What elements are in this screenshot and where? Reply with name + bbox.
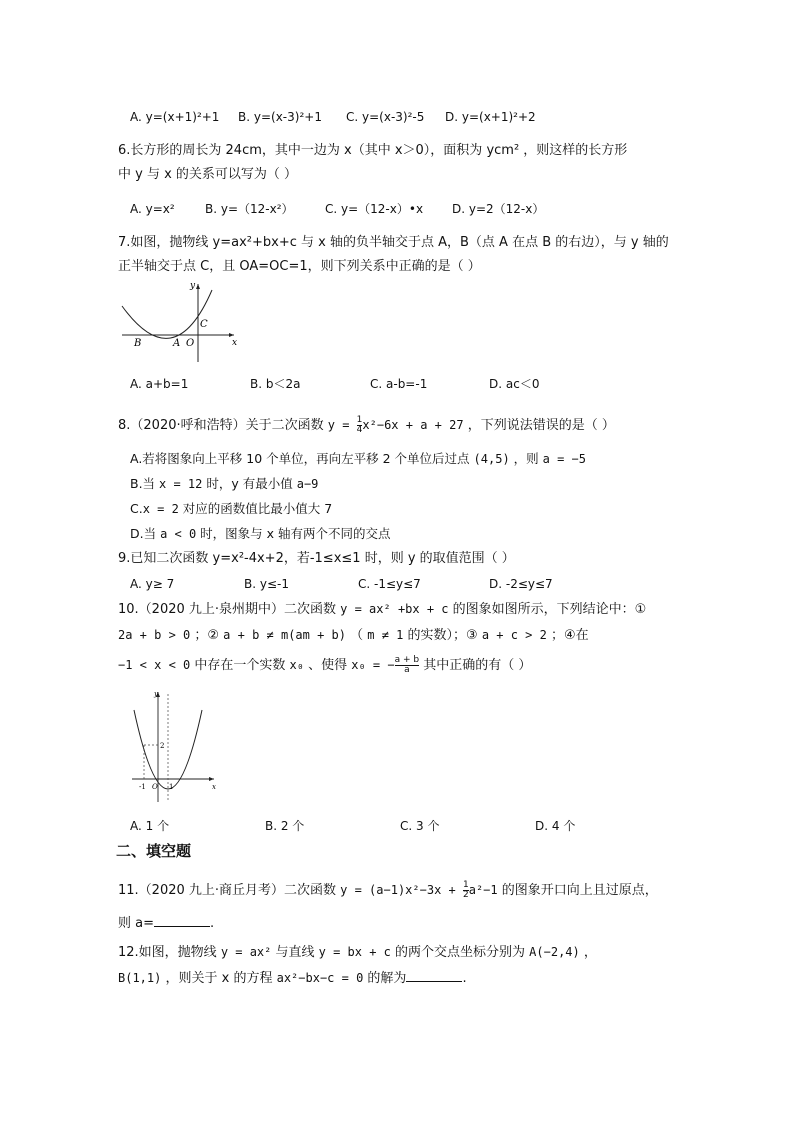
q8-option-c-pre: C. (130, 501, 143, 516)
q10-label-o: O (152, 783, 158, 791)
q12-stem-line2 (118, 969, 467, 988)
q10-stem-end: 其中正确的有（ ） (419, 658, 532, 673)
q11-fraction-den: 2 (462, 890, 469, 900)
q10-label-y: y (154, 690, 158, 698)
q8-option-b (130, 475, 318, 493)
q7-x-arrow-icon (229, 333, 234, 337)
q10-cond-range: −1 < x < 0 (118, 658, 191, 672)
q12-point-b: B(1,1) (118, 971, 162, 985)
q12-parabola-formula: y = ax² (220, 945, 272, 959)
q10-sep-3: 的实数）；③ (403, 628, 482, 643)
q11-stem-prefix: 11.（2020 九上·商丘月考）二次函数 (118, 883, 341, 898)
q7-stem-line1: 7.如图，抛物线 y=ax²+bx+c 与 x 轴的负半轴交于点 A，B（点 A 在点 B 的右边），与 y 轴的 (118, 235, 669, 250)
q7-option-b: B. b＜2a (250, 377, 301, 391)
q7-option-a: A. a+b=1 (130, 377, 189, 391)
q7-label-x: x (232, 338, 238, 348)
q10-stem-line1 (118, 600, 646, 619)
q12-stem-line1 (118, 943, 597, 962)
q8-option-c-x: x = 2 (142, 502, 179, 516)
q12-answer-blank[interactable] (406, 969, 462, 982)
q9-option-a: A. y≥ 7 (130, 577, 175, 591)
q6-option-d: D. y=2（12-x） (452, 202, 545, 216)
q8-option-d-x: a < 0 (160, 527, 197, 541)
section-title: 二、填空题 (116, 842, 192, 860)
q6-option-a: A. y=x² (130, 202, 175, 216)
q7-label-y: y (190, 281, 196, 291)
q8-option-a-mid: ，则 (509, 451, 543, 466)
q7-stem-line2: 正半轴交于点 C，且 OA=OC=1，则下列关系中正确的是（ ） (118, 259, 481, 274)
q11-stem-line1 (118, 881, 658, 900)
q7-option-d: D. ac＜0 (489, 377, 540, 391)
q7-label-o: O (186, 338, 195, 349)
q5-option-a: A. y=(x+1)²+1 (130, 110, 220, 124)
q10-fraction-den: a (404, 665, 410, 675)
q7-option-c: C. a-b=-1 (370, 377, 428, 391)
q5-option-b: B. y=(x-3)²+1 (238, 110, 322, 124)
q8-option-a (130, 450, 586, 468)
q11-period: . (210, 916, 215, 931)
q10-sep-4: ；④在 (546, 628, 589, 643)
q7-figure (116, 278, 246, 368)
q10-cond-3: a + c > 2 (481, 628, 547, 642)
q8-option-a-point: (4,5) (473, 452, 510, 466)
q10-sep-1: ；② (190, 628, 224, 643)
q8-option-b-pre: B.当 (130, 476, 160, 491)
q10-cond-1: 2a + b > 0 (118, 628, 191, 642)
q10-cond-2: a + b ≠ m(am + b) (223, 628, 346, 642)
q10-stem-line3 (118, 656, 531, 675)
q5-option-d: D. y=(x+1)²+2 (445, 110, 536, 124)
q10-sep-2: （ (346, 628, 368, 643)
q8-formula-pre: y = (327, 418, 357, 432)
q10-formula: y = ax² +bx + c (340, 602, 449, 616)
q8-option-d-pre: D.当 (130, 526, 161, 541)
q8-stem-suffix: ，下列说法错误的是（ ） (463, 418, 615, 433)
q11-formula-part2: a²−1 (468, 883, 498, 897)
q12-comma: ， (579, 945, 597, 960)
q10-option-b: B. 2 个 (265, 819, 305, 833)
q5-option-c: C. y=(x-3)²-5 (346, 110, 425, 124)
q12-text-equation: ，则关于 x 的方程 (161, 971, 277, 986)
q7-label-b: B (134, 338, 142, 349)
q6-option-c: C. y=（12-x）•x (325, 202, 424, 216)
q10-x0: x₀ (289, 658, 304, 672)
q10-stem-line2 (118, 626, 589, 645)
q11-answer-label: 则 a= (118, 916, 154, 931)
q8-formula-post: x²−6x + a + 27 (362, 418, 464, 432)
q8-option-d-post: 时，图象与 x 轴有两个不同的交点 (196, 526, 391, 541)
q10-label-1: 1 (169, 783, 174, 791)
q11-stem-post: 的图象开口向上且过原点， (497, 883, 658, 898)
q8-stem (118, 416, 615, 435)
q7-label-c: C (200, 319, 208, 330)
q12-line-formula: y = bx + c (318, 945, 391, 959)
q11-formula-part1: y = (a−1)x²−3x + (340, 883, 463, 897)
q8-option-c-post: 对应的函数值比最小值大 7 (178, 501, 333, 516)
q12-equation: ax²−bx−c = 0 (276, 971, 364, 985)
q8-fraction-den: 4 (356, 425, 363, 435)
q6-stem-line1: 6.长方形的周长为 24cm，其中一边为 x（其中 x＞0），面积为 ycm² ，则这样的长方形 (118, 143, 628, 158)
q8-option-b-post: 时，y 有最小值 (202, 476, 297, 491)
q12-point-a: A(−2,4) (529, 945, 580, 959)
q9-option-d: D. -2≤y≤7 (489, 577, 553, 591)
q10-label-2: 2 (160, 742, 165, 750)
q8-option-a-value: a = −5 (542, 452, 586, 466)
q12-period: . (462, 971, 467, 986)
q8-option-d (130, 525, 391, 543)
q7-y-arrow-icon (196, 284, 200, 289)
q10-option-a: A. 1 个 (130, 819, 170, 833)
q12-stem-prefix: 12.如图，抛物线 (118, 945, 221, 960)
q10-figure (128, 688, 224, 806)
q12-text-line: 与直线 (271, 945, 319, 960)
q11-stem-line2 (118, 914, 214, 933)
q10-x-arrow-icon (209, 777, 214, 781)
q8-option-b-value: a−9 (296, 477, 319, 491)
q8-option-c (130, 500, 332, 518)
q9-option-b: B. y≤-1 (244, 577, 289, 591)
q8-fraction-num: 1 (356, 415, 363, 425)
q10-label-x: x (212, 783, 216, 791)
q6-option-b: B. y=（12-x²） (205, 202, 294, 216)
q8-option-b-x: x = 12 (159, 477, 203, 491)
q10-fraction (395, 656, 420, 675)
q11-answer-blank[interactable] (154, 914, 210, 927)
q9-stem: 9.已知二次函数 y=x²-4x+2，若-1≤x≤1 时，则 y 的取值范围（ ） (118, 551, 515, 566)
q12-text-points: 的两个交点坐标分别为 (390, 945, 530, 960)
q10-fraction-num: a + b (394, 655, 420, 665)
q12-text-solution: 的解为 (363, 971, 407, 986)
q10-text-exists: 中存在一个实数 (190, 658, 290, 673)
q10-x0-eq: x₀ = − (351, 658, 395, 672)
q8-option-a-text: A.若将图象向上平移 10 个单位，再向左平移 2 个单位后过点 (130, 451, 474, 466)
q8-stem-prefix: 8.（2020·呼和浩特）关于二次函数 (118, 418, 328, 433)
q10-text-such: 、使得 (303, 658, 352, 673)
q6-stem-line2: 中 y 与 x 的关系可以写为（ ） (118, 167, 298, 182)
q10-option-d: D. 4 个 (535, 819, 576, 833)
q9-option-c: C. -1≤y≤7 (358, 577, 421, 591)
q10-cond-m: m ≠ 1 (367, 628, 404, 642)
q10-label-neg1: -1 (139, 783, 146, 791)
q10-stem-post: 的图象如图所示，下列结论中：① (448, 602, 647, 617)
q10-option-c: C. 3 个 (400, 819, 440, 833)
q7-label-a: A (173, 338, 181, 349)
q10-stem-prefix: 10.（2020 九上·泉州期中）二次函数 (118, 602, 341, 617)
q11-fraction-num: 1 (462, 880, 469, 890)
